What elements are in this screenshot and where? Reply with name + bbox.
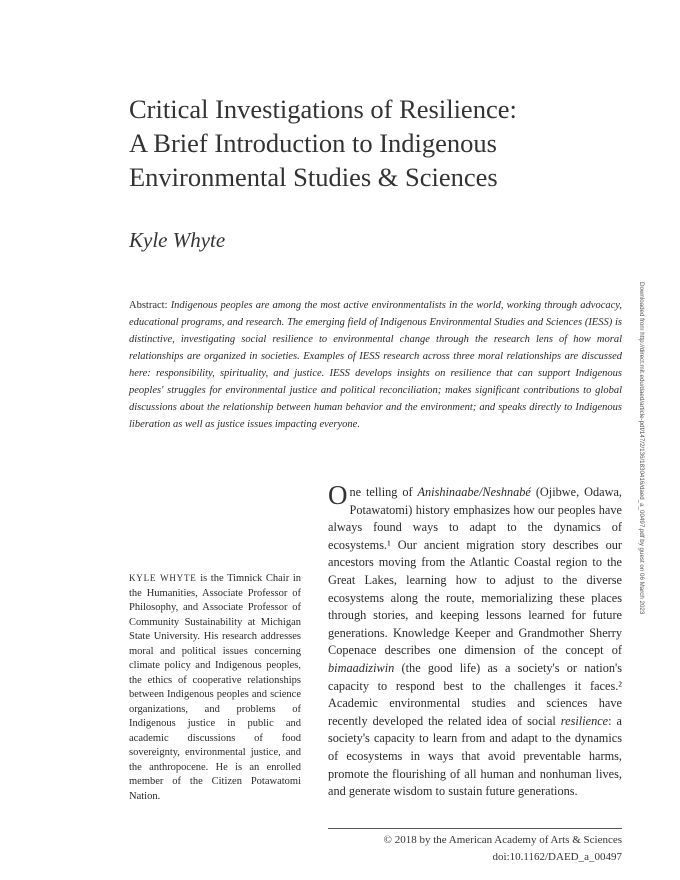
- abstract-text: Indigenous peoples are among the most active environmentalists in the world, working through advocacy, educational programs, and research. The emerging field of Indigenous Environmental Studies and Sciences (IESS) is distinctive, investigating social resilience to environmental change through the research lens of how moral relationships are organized in societies. Examples of IESS research across three moral relationships are discussed here: responsibility, spirituality, and justice. IESS develops insights on resilience that can support Indigenous peoples' struggles for environmental justice and political reconciliation; makes significant contributions to global discussions about the relationship between human behavior and the environment; and speaks directly to Indigenous liberation as well as justice issues impacting everyone.: [129, 300, 622, 430]
- body-italic-term-1: Anishinaabe/Neshnabé: [417, 485, 531, 499]
- body-italic-term-3: resilience: [560, 713, 609, 728]
- title-line-2: A Brief Introduction to Indigenous: [129, 128, 497, 158]
- bio-author-name: KYLE WHYTE: [129, 573, 197, 583]
- title-line-3: Environmental Studies & Sciences: [129, 162, 498, 192]
- bio-text: is the Timnick Chair in the Humanities, Associate Professor of Philosophy, and Associate Professor of Community Sustainability at Michigan State University. His research addresses moral and political issues concerning climate policy and Indigenous peoples, the ethics of cooperative relationships between Indigenous peoples and science organizations, and problems of Indigenous justice in public and academic discussions of food sovereignty, environmental justice, and the anthropocene. He is an enrolled member of the Citizen Potawatomi Nation.: [129, 573, 301, 802]
- doi-link[interactable]: doi:10.1162/DAED_a_00497: [492, 851, 622, 863]
- body-text-1: (Ojibwe, Odawa, Potawatomi) history emphasizes how our peoples have always found ways to adapt to the dynamics of ecosystems.¹ Our ancient migration story describes our ancestors moving from the Atlantic Coastal region to the Great Lakes, learning how to adjust to the diverse ecosystems along the route, memorializing these places through stories, and keeping lessons learned for future generations. Knowledge Keeper and Grandmother Sherry Copenace describes one dimension of the concept of: [328, 485, 622, 658]
- body-italic-term-2: bimaadiziwin: [328, 660, 395, 675]
- body-paragraph: [328, 480, 622, 801]
- abstract-label: Abstract:: [129, 300, 168, 311]
- author-bio: [129, 571, 301, 804]
- article-title: [129, 92, 609, 194]
- drop-cap: O: [328, 480, 348, 510]
- body-text-2: (the good life) as a society's or nation's capacity to respond best to the challenges it faces.² Academic environmental studies and sciences have recently developed the related idea of social: [328, 660, 622, 728]
- abstract: [129, 297, 622, 433]
- author-name: Kyle Whyte: [129, 228, 226, 252]
- copyright-notice: © 2018 by the American Academy of Arts & Sciences: [383, 834, 622, 846]
- title-line-1: Critical Investigations of Resilience:: [129, 94, 517, 124]
- body-intro: ne telling of: [349, 485, 418, 499]
- download-notice: [637, 282, 649, 672]
- body-text-3: : a society's capacity to learn from and adapt to the dynamics of ecosystems in ways that avoid preventable harms, promote the flourishing of all human and nonhuman lives, and generate wisdom to sustain future generations.: [328, 713, 622, 799]
- footer-divider: [328, 828, 622, 829]
- download-notice-text: Downloaded from http://direct.mit.edu/daed/article-pdf/147/2/136/1830416/daed_a_00497.pdf by guest on 06 March 2023: [638, 282, 645, 615]
